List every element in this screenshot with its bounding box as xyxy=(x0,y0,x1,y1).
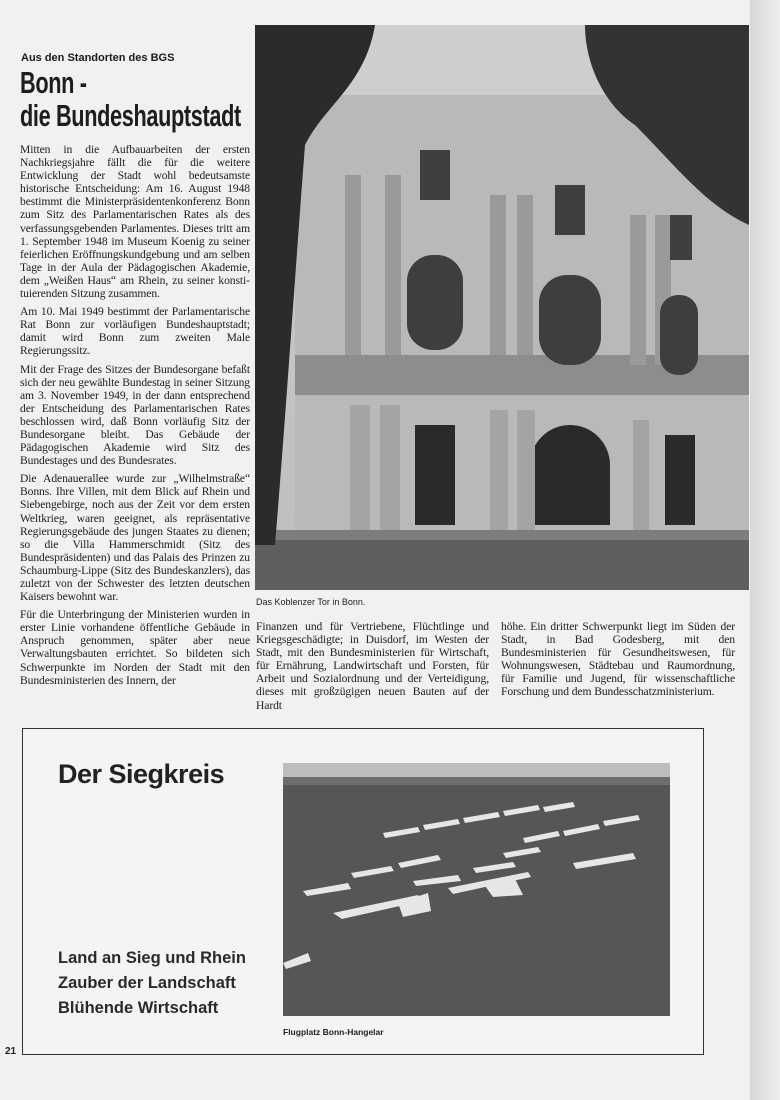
paragraph: Die Adenauerallee wurde zur „Wilhelmstraße“ Bonns. Ihre Villen, mit dem Blick auf Rhein und Siebengebirge, noch aus der Zeit vor dem ersten Weltkrieg, waren geeignet, als repräsentative Regierungsgebäude des jungen Staates zu dienen; so die Villa Hammerschmidt (Sitz des Bundespräsidenten) und das Palais des Prinzen zu Schaumburg-Lippe (Sitz des Bundeskanzlers), das zuletzt von der Schwester des letzten deutschen Kaisers bewohnt war. xyxy=(20,472,250,604)
article-middle-column: Finanzen und für Vertriebene, Flüchtlinge und Kriegsgeschädigte; in Duisdorf, im Westen der Stadt, mit den Bundesministerien für Wirtschaft, für Ernährung, Landwirtschaft und Forsten, für Arbeit und Sozialordnung und der Verteidigung, dieses mit großzügigen neuen Bauten auf der Hardt xyxy=(256,620,489,712)
article-right-column: höhe. Ein dritter Schwerpunkt liegt im Süden der Stadt, in Bad Godesberg, mit den Bundesministerien für Gesundheitswesen, für Wohnungswesen, Städtebau und Raumordnung, für Familie und Jugend, für wissenschaftliche Forschung und dem Bundesschatzministerium. xyxy=(501,620,735,699)
article-left-column xyxy=(20,143,250,692)
paragraph: Mit der Frage des Sitzes der Bundesorgane befaßt sich der neu gewählte Bundestag in seiner Sitzung am 3. November 1949, in der dann entsprechend der Entscheidung des Parlamentarischen Rates beschlossen wird, daß Bonn vorläufig Sitz der Bundesorgane bleibt. Das Gebäude der Pädagogischen Akademie wird Sitz des Bundestages und des Bundesrates. xyxy=(20,362,250,468)
ad-slogan: Blühende Wirtschaft xyxy=(58,999,219,1017)
airfield-photo xyxy=(283,763,670,1016)
title-line-2: die Bundeshauptstadt xyxy=(20,98,241,133)
paragraph: Für die Unterbringung der Ministerien wurden in erster Linie vorhandene öffentliche Gebäude in Anspruch genommen, später aber neue Verwaltungsbauten errichtet. So bildeten sich Schwerpunkte im Norden der Stadt mit den Bundesministerien des Innern, der xyxy=(20,608,250,687)
paragraph: Mitten in die Aufbauarbeiten der ersten Nachkriegsjahre fällt die für die weitere Entwicklung der Stadt wohl bedeutsamste historische Entscheidung: Am 16. August 1948 bestimmt die Ministerpräsidentenkonferenz Bonn zum Sitz des Parlamentarischen Rates als des verfassungsgebenden Parlamentes. Dieses tritt am 1. September 1948 im Museum Koenig zu seiner feierlichen Eröffnungskundgebung und am selben Tage in der Aula der Pädagogischen Akademie, dem „Weißen Haus“ am Rhein, zu seiner konstituierenden Sitzung zusammen. xyxy=(20,143,250,301)
koblenzer-tor-photo xyxy=(255,25,749,590)
ad-photo-caption: Flugplatz Bonn-Hangelar xyxy=(283,1027,384,1037)
ad-slogan: Land an Sieg und Rhein xyxy=(58,949,246,967)
ad-title: Der Siegkreis xyxy=(58,759,225,789)
paragraph: Am 10. Mai 1949 bestimmt der Parlamentarische Rat Bonn zur vorläufigen Bundeshauptstadt; damit wird Bonn zum zweiten Male Regierungssitz. xyxy=(20,305,250,358)
siegkreis-advertisement xyxy=(22,728,704,1055)
kicker: Aus den Standorten des BGS xyxy=(21,52,175,64)
page-title xyxy=(20,66,241,132)
title-line-1: Bonn - xyxy=(20,65,87,100)
photo-caption: Das Koblenzer Tor in Bonn. xyxy=(256,597,366,607)
ad-slogan: Zauber der Landschaft xyxy=(58,974,236,992)
page-number: 21 xyxy=(5,1046,17,1057)
page-edge xyxy=(750,0,780,1100)
